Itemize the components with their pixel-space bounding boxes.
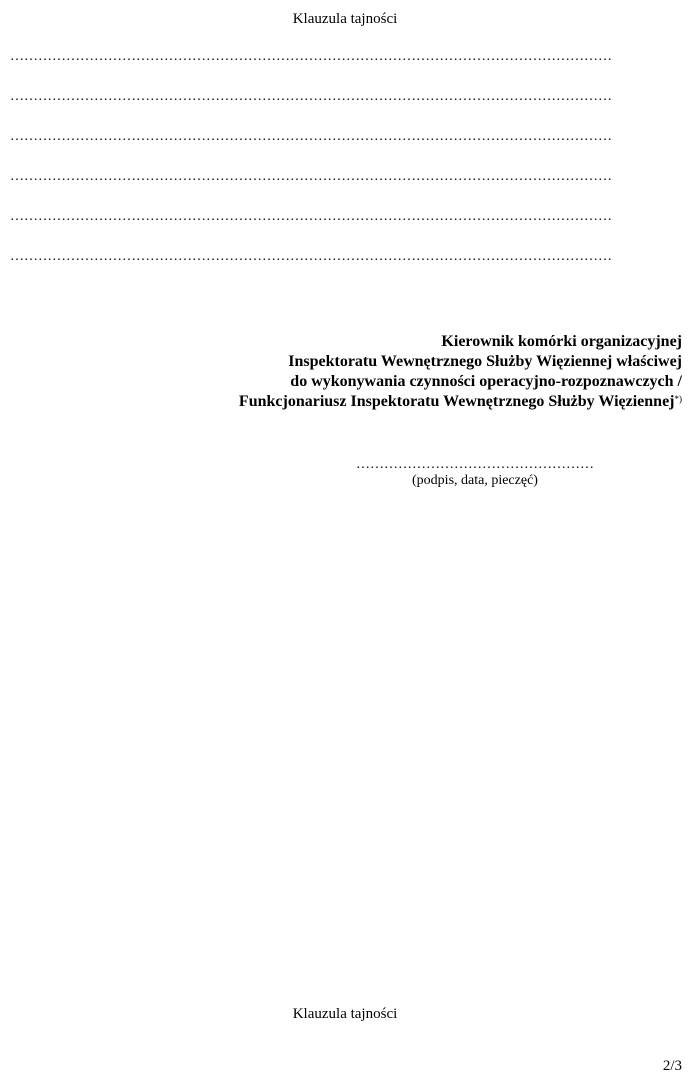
signatory-title <box>239 332 682 412</box>
footer-clause: Klauzula tajności <box>292 1006 398 1022</box>
dotted-line: ………………………………………………………………………………………………………………… <box>10 50 612 64</box>
dotted-line: ………………………………………………………………………………………………………………… <box>10 210 612 224</box>
dotted-line: ………………………………………………………………………………………………………………… <box>10 130 612 144</box>
dotted-line: ………………………………………………………………………………………………………………… <box>10 170 612 184</box>
signatory-line-3: do wykonywania czynności operacyjno-rozpoznawczych / <box>290 373 682 390</box>
dotted-lines-block <box>10 50 682 290</box>
signature-caption: (podpis, data, pieczęć) <box>412 473 538 488</box>
dotted-line: ………………………………………………………………………………………………………………… <box>10 250 612 264</box>
footnote-mark: *) <box>674 394 682 404</box>
signatory-line-1: Kierownik komórki organizacyjnej <box>441 333 682 350</box>
signatory-line-4-wrapper <box>239 392 682 412</box>
page-number: 2/3 <box>662 1058 682 1074</box>
signature-dotted-line: …………………………………………… <box>356 457 594 472</box>
dotted-line: ………………………………………………………………………………………………………………… <box>10 90 612 104</box>
signatory-line-4: Funkcjonariusz Inspektoratu Wewnętrznego Służby Więziennej <box>238 393 675 410</box>
signature-block <box>330 458 620 490</box>
signatory-line-2: Inspektoratu Wewnętrznego Służby Więziennej właściwej <box>288 353 682 370</box>
header-clause: Klauzula tajności <box>292 11 398 27</box>
